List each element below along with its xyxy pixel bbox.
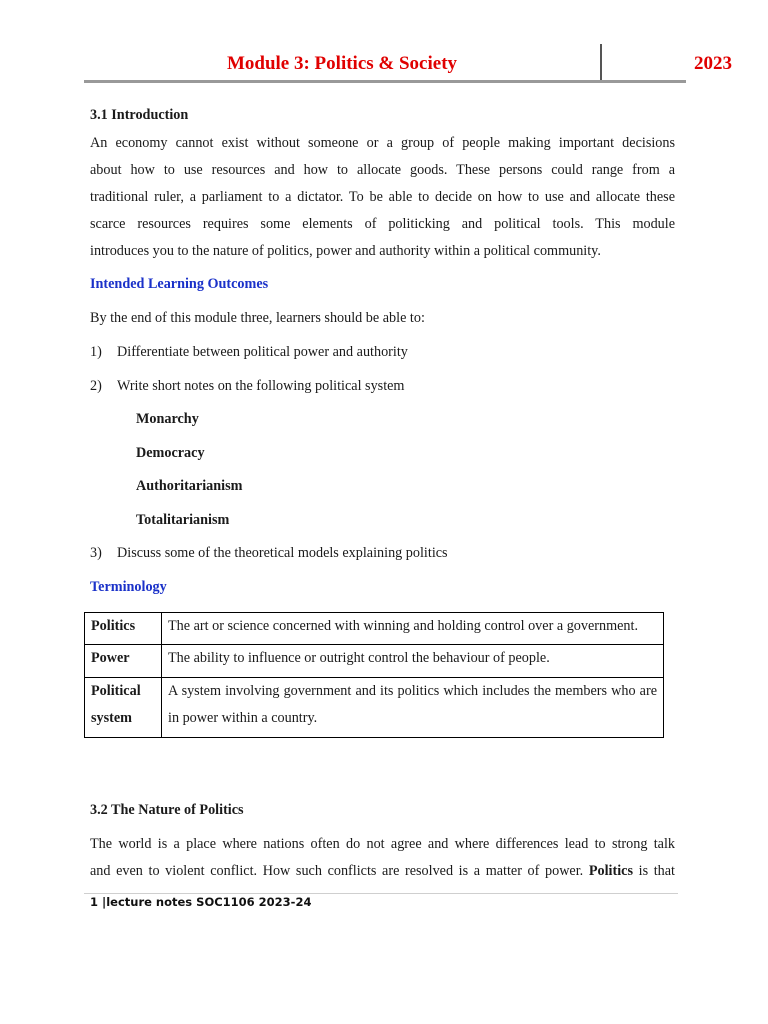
intro-line-5: introduces you to the nature of politics, power and authority within a political community.	[90, 243, 601, 259]
term-cell: Political system	[85, 678, 162, 738]
module-title: Module 3: Politics & Society	[226, 53, 458, 74]
page-footer: 1 |lecture notes SOC1106 2023-24	[90, 895, 312, 909]
definition-cell: The ability to influence or outright control the behaviour of people.	[162, 645, 664, 678]
system-totalitarianism: Totalitarianism	[136, 512, 230, 528]
module-year: 2023	[694, 53, 732, 74]
footer-rule	[84, 893, 678, 894]
definition-cell: The art or science concerned with winning and holding control over a government.	[162, 613, 664, 645]
system-democracy: Democracy	[136, 445, 205, 461]
outcome-item-2	[90, 373, 675, 400]
outcome-item-3	[90, 540, 675, 567]
outcome-text: Differentiate between political power and authority	[117, 344, 408, 360]
intro-line-2: about how to use resources and how to allocate goods. These persons could range from a	[90, 162, 675, 178]
outcomes-heading: Intended Learning Outcomes	[90, 276, 269, 292]
table-row	[85, 613, 664, 645]
bold-term-politics: Politics	[588, 863, 633, 879]
system-authoritarianism: Authoritarianism	[136, 478, 243, 494]
header-rule	[84, 80, 686, 83]
outcome-number: 3)	[90, 545, 102, 561]
nature-line-2: and even to violent conflict. How such conflicts are resolved is a matter of power. Politics is that	[90, 863, 675, 879]
intro-line-3: traditional ruler, a parliament to a dictator. To be able to decide on how to use and allocate these	[90, 189, 675, 205]
system-monarchy: Monarchy	[136, 411, 199, 427]
section-heading-introduction: 3.1 Introduction	[90, 107, 189, 123]
outcome-number: 2)	[90, 378, 102, 394]
page-header	[84, 44, 732, 82]
terminology-heading: Terminology	[90, 579, 167, 595]
outcome-text: Discuss some of the theoretical models explaining politics	[117, 545, 448, 561]
section-heading-nature-of-politics: 3.2 The Nature of Politics	[90, 802, 244, 818]
outcome-number: 1)	[90, 344, 102, 360]
term-cell: Politics	[85, 613, 162, 645]
table-row	[85, 645, 664, 678]
terminology-table	[84, 612, 664, 738]
table-row	[85, 678, 664, 738]
intro-line-1: An economy cannot exist without someone or a group of people making important decisions	[90, 135, 675, 151]
nature-line-1: The world is a place where nations often do not agree and where differences lead to strong talk	[90, 836, 675, 852]
term-cell: Power	[85, 645, 162, 678]
intro-line-4: scarce resources requires some elements of politicking and political tools. This module	[90, 216, 675, 232]
header-divider	[600, 44, 602, 80]
outcome-item-1	[90, 339, 675, 366]
outcomes-lead: By the end of this module three, learners should be able to:	[90, 310, 425, 326]
definition-cell: A system involving government and its politics which includes the members who are in power within a country.	[162, 678, 664, 738]
outcome-text: Write short notes on the following political system	[117, 378, 405, 394]
